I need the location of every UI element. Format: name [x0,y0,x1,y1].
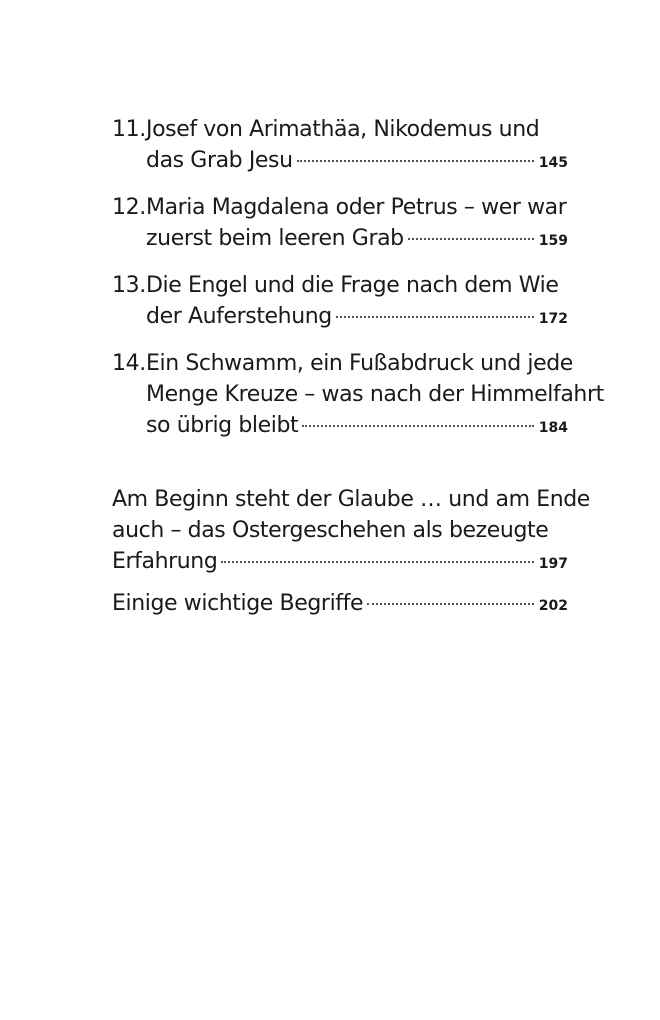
chapter-number: 11. [112,117,146,142]
dot-leader [336,316,534,318]
page-number: 159 [538,233,568,249]
entry-title-line: Die Engel und die Frage nach dem Wie [146,273,559,298]
dot-leader [367,603,534,605]
page-number: 197 [538,556,568,572]
dot-leader [302,425,534,427]
entry-title-line: Josef von Arimathäa, Nikodemus und [146,117,540,142]
entry-title-line: Maria Magdalena oder Petrus – wer war [146,195,567,220]
entry-title-last-line: zuerst beim leeren Grab [146,226,404,251]
entry-title-line: Am Beginn steht der Glaube … und am Ende [112,487,590,512]
chapter-number: 13. [112,273,146,298]
toc-entry-glossary[interactable] [112,588,568,622]
toc-entry-chapter-12[interactable] [112,192,568,257]
page-number: 184 [538,420,568,436]
entry-title-line: Ein Schwamm, ein Fußabdruck und jede [146,351,573,376]
entry-title-line: Menge Kreuze – was nach der Himmelfahrt [146,382,604,407]
dot-leader [408,238,534,240]
chapter-number: 14. [112,351,146,376]
entry-title-last-line: das Grab Jesu [146,148,293,173]
chapter-number: 12. [112,195,146,220]
entry-title-last-line: Erfahrung [112,549,218,574]
toc-entry-chapter-13[interactable] [112,270,568,335]
page-number: 145 [538,155,568,171]
toc-entry-chapter-11[interactable] [112,114,568,179]
page-number: 202 [538,598,568,614]
entry-title-line: auch – das Ostergeschehen als bezeugte [112,518,549,543]
dot-leader [297,160,534,162]
table-of-contents [112,114,604,622]
entry-title-last-line: Einige wichtige Begriffe [112,591,364,616]
toc-entry-epilogue[interactable] [112,484,590,580]
toc-entry-chapter-14[interactable] [112,348,604,444]
entry-title-last-line: der Auferstehung [146,304,332,329]
page-number: 172 [538,311,568,327]
dot-leader [221,561,534,563]
entry-title-last-line: so übrig bleibt [146,413,299,438]
